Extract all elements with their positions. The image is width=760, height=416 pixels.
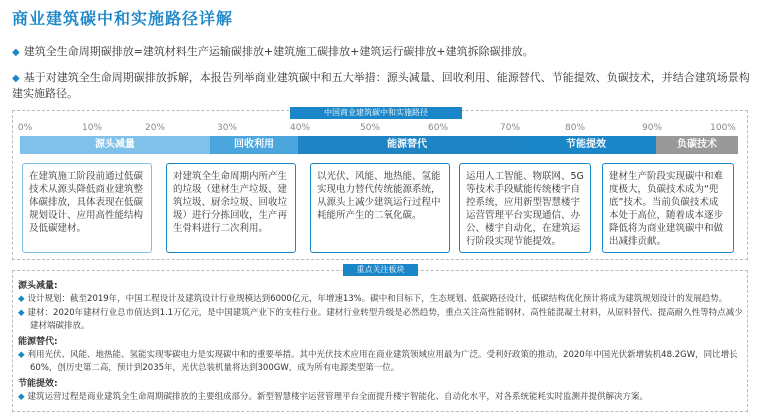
desc-source-reduction: 在建筑施工阶段前通过低碳技术从源头降低商业建筑整体碳排放，具体表现在低碳规划设计、应用高性能结构及低碳建材。	[22, 163, 152, 253]
desc-efficiency: 运用人工智能、物联网、5G等技术手段赋能传统楼宇自控系统，应用新型智慧楼宇运营管理平台实现通信、办公、楼宇自动化，在建筑运行阶段实现节能提效。	[459, 163, 591, 253]
focus-line-text: 建材：2020年建材行业总市值达到1.1万亿元，是中国建筑产业下的支柱行业。建材行业转型升级是必然趋势，重点关注高性能钢材、高性能混凝土材料，从原料替代、提高耐久性等特点减少	[27, 308, 743, 318]
diamond-icon: ◆	[12, 47, 20, 58]
tick-label: 90%	[641, 123, 663, 133]
page-title: 商业建筑碳中和实施路径详解	[12, 9, 234, 28]
bullet-measures	[12, 70, 752, 101]
diamond-icon: ◆	[12, 73, 20, 84]
tick-label: 100%	[710, 123, 736, 133]
tick-label: 80%	[564, 123, 586, 133]
focus-line-cont: 60%，创历史第二高，预计到2035年，光伏总装机量将达到300GW，成为所有电源类型第一位。	[30, 363, 400, 373]
tick-label: 70%	[499, 123, 521, 133]
phase-efficiency: 节能提效	[516, 136, 656, 154]
bullet-formula	[12, 44, 752, 60]
focus-line	[18, 349, 743, 362]
tick-label: 20%	[144, 123, 166, 133]
focus-section-title: 重点关注板块	[343, 264, 418, 276]
tick-label: 10%	[81, 123, 103, 133]
tick-label: 60%	[427, 123, 449, 133]
focus-heading: 源头减量:	[18, 281, 58, 291]
phase-energy-substitution: 能源替代	[298, 136, 516, 154]
desc-negative-carbon: 建材生产阶段实现碳中和难度极大，负碳技术成为“兜底”技术。当前负碳技术成本处于高位，随着成本逐步降低将为商业建筑碳中和做出减排贡献。	[602, 163, 734, 253]
focus-line	[18, 293, 743, 306]
bullet-text: 建筑全生命周期碳排放=建筑材料生产运输碳排放+建筑施工碳排放+建筑运行碳排放+建筑拆除碳排放。	[23, 45, 534, 58]
desc-recycling: 对建筑全生命周期内所产生的垃圾（建材生产垃圾、建筑垃圾、厨余垃圾、回收垃圾）进行分拣回收，生产再生骨料进行二次利用。	[166, 163, 296, 253]
tick-label: 50%	[359, 123, 381, 133]
focus-heading: 节能提效:	[18, 379, 58, 389]
phase-negative-carbon: 负碳技术	[656, 136, 738, 154]
desc-energy-substitution: 以光伏、风能、地热能、氢能实现电力替代传统能源系统，从源头上减少建筑运行过程中耗能所产生的二氧化碳。	[310, 163, 450, 253]
focus-line-text: 利用光伏、风能、地热能、氢能实现零碳电力是实现碳中和的重要举措。其中光伏技术应用在商业建筑领域应用最为广泛。受利好政策的推动，2020年中国光伏新增装机48.2GW，同比增长	[27, 350, 738, 360]
phase-recycling: 回收利用	[210, 136, 298, 154]
tick-label: 0%	[17, 123, 33, 133]
focus-line-text: 建筑运营过程是商业建筑全生命周期碳排放的主要组成部分。新型智慧楼宇运营管理平台全面提升楼宇智能化、自动化水平，对各系统能耗实时监测并提供解决方案。	[27, 392, 649, 402]
phase-bar	[20, 136, 738, 154]
focus-line-cont: 建材端碳排放。	[30, 321, 90, 331]
focus-line	[18, 307, 743, 320]
diamond-icon: ◆	[18, 350, 25, 360]
diamond-icon: ◆	[18, 308, 25, 318]
tick-label: 30%	[216, 123, 238, 133]
bullet-text: 基于对建筑全生命周期碳排放拆解，本报告列举商业建筑碳中和五大举措：源头减量、回收利用、能源替代、节能提效、负碳技术，并结合建筑场景构建实施路径。	[12, 71, 750, 100]
diamond-icon: ◆	[18, 392, 25, 402]
phase-source-reduction: 源头减量	[20, 136, 210, 154]
diamond-icon: ◆	[18, 294, 25, 304]
focus-line	[18, 391, 743, 404]
focus-heading: 能源替代:	[18, 337, 58, 347]
focus-line-text: 设计规划：截至2019年，中国工程设计及建筑设计行业规模达到6000亿元，年增速13%。碳中和目标下，生态规划、低碳路径设计，低碳结构优化预计将成为建筑规划设计的发展趋势。	[27, 294, 728, 304]
section-title: 中国商业建筑碳中和实施路径	[290, 107, 462, 119]
percent-scale	[17, 123, 745, 135]
tick-label: 40%	[289, 123, 311, 133]
